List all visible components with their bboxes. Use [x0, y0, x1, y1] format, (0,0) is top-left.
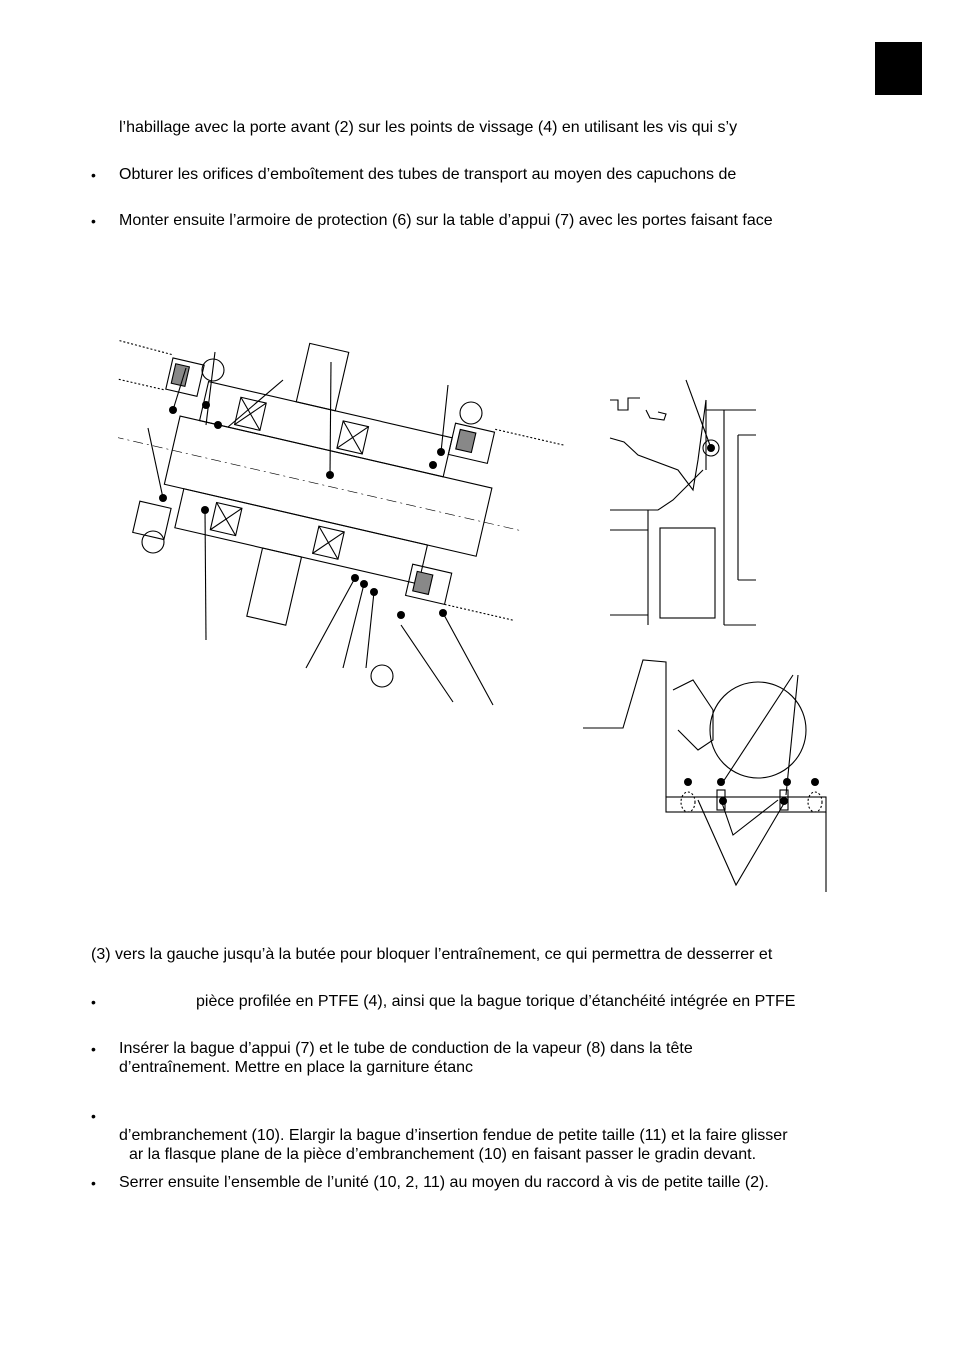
bullet-text-2: Monter ensuite l’armoire de protection (6) sur la table d’appui (7) avec les portes faisant face — [119, 212, 773, 229]
corner-tab-marker — [875, 42, 922, 95]
assembly-diagram — [118, 330, 838, 900]
motor-view — [583, 660, 826, 892]
technical-drawing — [118, 330, 838, 900]
bullet-marker: • — [91, 1175, 96, 1191]
cabinet-view — [610, 380, 756, 625]
bullet-text-1: Obturer les orifices d’emboîtement des tubes de transport au moyen des capuchons de — [119, 166, 737, 183]
bullet-text-3: pièce profilée en PTFE (4), ainsi que la bague torique d’étanchéité intégrée en PTFE — [196, 993, 796, 1010]
bullet-marker: • — [91, 1041, 96, 1057]
bullet-text-4a: Insérer la bague d’appui (7) et le tube de conduction de la vapeur (8) dans la tête — [119, 1040, 693, 1057]
bullet-text-4b: d’entraînement. Mettre en place la garniture étanc — [119, 1059, 473, 1076]
bullet-text-5b: ar la flasque plane de la pièce d’embranchement (10) en faisant passer le gradin devant. — [129, 1146, 757, 1163]
shaft-assembly — [118, 330, 573, 677]
bullet-text-6: Serrer ensuite l’ensemble de l’unité (10, 2, 11) au moyen du raccord à vis de petite taille (2). — [119, 1174, 769, 1191]
bullet-marker: • — [91, 213, 96, 229]
text-line-1: l’habillage avec la porte avant (2) sur les points de vissage (4) en utilisant les vis qui s’y — [119, 119, 738, 136]
bullet-text-5a: d’embranchement (10). Elargir la bague d’insertion fendue de petite taille (11) et la faire glisser — [119, 1127, 788, 1144]
bullet-marker: • — [91, 167, 96, 183]
bullet-marker: • — [91, 994, 96, 1010]
bullet-marker: • — [91, 1108, 96, 1124]
text-paragraph-1: (3) vers la gauche jusqu’à la butée pour bloquer l’entraînement, ce qui permettra de desserrer et — [91, 946, 773, 963]
